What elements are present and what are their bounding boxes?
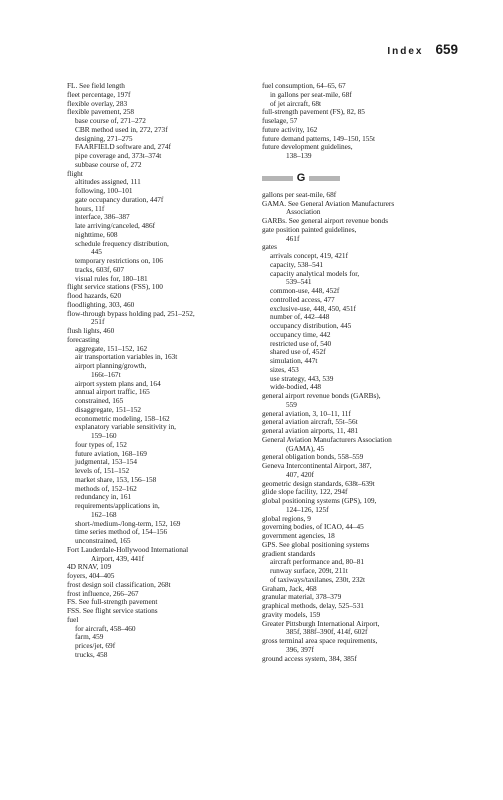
index-entry-continuation: 159–160 xyxy=(91,431,117,440)
index-subentry: hours, 11f xyxy=(75,203,105,213)
running-header xyxy=(387,42,458,57)
index-entry: glide slope facility, 122, 294f xyxy=(262,487,348,497)
index-entries-f-continued xyxy=(262,82,462,161)
index-subentry: following, 100–101 xyxy=(75,186,133,195)
index-entries-g xyxy=(262,191,462,664)
running-header-title: Index xyxy=(387,46,424,57)
index-entry-continuation: 445 xyxy=(91,247,102,257)
heading-rule-left xyxy=(262,176,293,181)
index-entry-continuation: 385f, 388f–390f, 414f, 602f xyxy=(286,627,368,637)
index-entry: Greater Pittsburgh International Airport, xyxy=(262,618,380,628)
section-letter: G xyxy=(296,171,306,184)
index-entry-continuation: 461f xyxy=(286,233,300,243)
index-subentry: subbase course of, 272 xyxy=(75,159,142,169)
index-subentry: arrivals concept, 419, 421f xyxy=(270,251,349,260)
section-letter-heading xyxy=(262,173,340,184)
index-subentry: econometric modeling, 158–162 xyxy=(75,413,170,423)
index-entry: floodlighting, 303, 460 xyxy=(67,299,135,309)
index-entry: forecasting xyxy=(67,334,100,344)
index-entry: gate position painted guidelines, xyxy=(262,224,357,234)
index-subentry: number of, 442–448 xyxy=(270,312,330,322)
index-subentry: nighttime, 608 xyxy=(75,229,118,239)
index-entry: fuselage, 57 xyxy=(262,116,298,125)
index-subentry: FAARFIELD software and, 274f xyxy=(75,142,171,152)
index-subentry: constrained, 165 xyxy=(75,396,124,405)
index-entry: future activity, 162 xyxy=(262,124,318,134)
index-entry: flow-through bypass holding pad, 251–252, xyxy=(67,308,195,318)
index-subentry: disaggregate, 151–152 xyxy=(75,404,142,414)
index-entry-continuation: Association xyxy=(286,207,321,217)
index-entry: gravity models, 159 xyxy=(262,609,321,619)
index-subentry: controlled access, 477 xyxy=(270,294,335,304)
index-subentry: unconstrained, 165 xyxy=(75,536,131,545)
index-entry: fleet percentage, 197f xyxy=(67,89,131,99)
index-subentry: base course of, 271–272 xyxy=(75,116,146,125)
index-subentry: farm, 459 xyxy=(75,632,104,642)
index-entry: Geneva Intercontinental Airport, 387, xyxy=(262,461,372,470)
index-subentry: redundancy in, 161 xyxy=(75,492,132,502)
index-subentry: methods of, 152–162 xyxy=(75,483,137,493)
index-entry: 4D RNAV, 109 xyxy=(67,562,112,572)
index-entry: geometric design standards, 638t–639t xyxy=(262,478,375,488)
index-entry-continuation: 559 xyxy=(286,399,297,409)
index-entry: Graham, Jack, 468 xyxy=(262,583,317,593)
index-subentry: pipe coverage and, 373t–374t xyxy=(75,151,162,160)
index-entry: general airport revenue bonds (GARBs), xyxy=(262,391,381,400)
index-subentry: aggregate, 151–152, 162 xyxy=(75,343,148,353)
index-subentry: explanatory variable sensitivity in, xyxy=(75,422,176,432)
index-entry: general obligation bonds, 558–559 xyxy=(262,452,364,462)
index-subentry: short-/medium-/long-term, 152, 169 xyxy=(75,518,181,528)
index-subentry: tracks, 603f, 607 xyxy=(75,264,125,274)
index-subentry: requirements/applications in, xyxy=(75,501,160,510)
index-entry: FL. See field length xyxy=(67,81,125,90)
index-entry: gradient standards xyxy=(262,548,316,558)
index-subentry: aircraft performance and, 80–81 xyxy=(270,557,365,567)
index-entry: gates xyxy=(262,242,277,252)
index-subentry: gate occupancy duration, 447f xyxy=(75,194,164,204)
index-subentry: exclusive-use, 448, 450, 451f xyxy=(270,303,356,313)
index-entry: ground access system, 384, 385f xyxy=(262,653,357,663)
index-subentry: shared use of, 452f xyxy=(270,347,326,357)
index-entry: global regions, 9 xyxy=(262,513,311,523)
index-subentry: CBR method used in, 272, 273f xyxy=(75,124,168,134)
index-entry: Fort Lauderdale-Hollywood International xyxy=(67,544,189,554)
index-subentry: designing, 271–275 xyxy=(75,133,133,143)
index-entry: foyers, 404–405 xyxy=(67,571,115,580)
index-entry: gross terminal area space requirements, xyxy=(262,636,378,645)
index-entry-continuation: 539–541 xyxy=(286,277,312,287)
index-entry-continuation: Airport, 439, 441f xyxy=(91,553,145,563)
index-subentry: future aviation, 168–169 xyxy=(75,448,147,458)
index-subentry: market share, 153, 156–158 xyxy=(75,474,157,484)
index-entry-continuation: 124–126, 125f xyxy=(286,504,329,514)
index-subentry: altitudes assigned, 111 xyxy=(75,177,141,187)
index-entry: FSS. See flight service stations xyxy=(67,606,158,615)
index-entry: fuel xyxy=(67,614,79,624)
index-entry: flight xyxy=(67,168,83,178)
index-entry: general aviation airports, 11, 481 xyxy=(262,426,359,435)
index-entry-continuation: 251f xyxy=(91,317,105,327)
index-entry: frost influence, 266–267 xyxy=(67,588,139,598)
index-subentry: occupancy distribution, 445 xyxy=(270,321,352,330)
index-entry: government agencies, 18 xyxy=(262,531,335,540)
index-subentry: in gallons per seat-mile, 68f xyxy=(270,89,352,99)
index-entry: gallons per seat-mile, 68f xyxy=(262,189,337,199)
index-column-right xyxy=(262,82,462,663)
index-entry-continuation: 138–139 xyxy=(286,151,312,160)
index-entry: flush lights, 460 xyxy=(67,326,115,335)
index-entry: graphical methods, delay, 525–531 xyxy=(262,601,364,610)
index-entry: governing bodies, of ICAO, 44–45 xyxy=(262,522,364,532)
index-entry-continuation: 162–168 xyxy=(91,509,117,519)
index-subentry: use strategy, 443, 539 xyxy=(270,373,334,383)
index-entry: general aviation aircraft, 55t–56t xyxy=(262,417,358,427)
index-subentry: interface, 386–387 xyxy=(75,212,130,222)
index-subentry: for aircraft, 458–460 xyxy=(75,623,136,633)
index-entry: flight service stations (FSS), 100 xyxy=(67,282,163,292)
index-subentry: simulation, 447t xyxy=(270,356,318,365)
index-entry-continuation: (GAMA), 45 xyxy=(286,443,325,453)
index-subentry: visual rules for, 180–181 xyxy=(75,273,148,283)
index-column-left xyxy=(67,82,242,660)
index-subentry: of jet aircraft, 68t xyxy=(270,98,322,108)
index-entry-continuation: 407, 420f xyxy=(286,469,314,479)
index-entry: GARBs. See general airport revenue bonds xyxy=(262,216,389,225)
page-number: 659 xyxy=(435,42,458,57)
index-subentry: temporary restrictions on, 106 xyxy=(75,256,163,265)
index-entry: global positioning systems (GPS), 109, xyxy=(262,496,377,505)
index-entry: flexible overlay, 283 xyxy=(67,98,128,108)
index-entry: FS. See full-strength pavement xyxy=(67,597,158,607)
index-subentry: capacity, 538–541 xyxy=(270,259,324,269)
index-subentry: air transportation variables in, 163t xyxy=(75,352,178,362)
index-subentry: trucks, 458 xyxy=(75,649,108,659)
index-entry: flexible pavement, 258 xyxy=(67,107,135,117)
index-subentry: four types of, 152 xyxy=(75,439,127,449)
index-entry: GAMA. See General Aviation Manufacturers xyxy=(262,198,395,208)
index-subentry: runway surface, 209t, 211t xyxy=(270,566,348,575)
index-subentry: time series method of, 154–156 xyxy=(75,527,168,537)
index-entry-continuation: 396, 397f xyxy=(286,644,314,654)
index-entry: GPS. See global positioning systems xyxy=(262,539,370,549)
index-entry: full-strength pavement (FS), 82, 85 xyxy=(262,107,365,117)
index-entry: future development guidelines, xyxy=(262,142,353,152)
index-entry-continuation: 166t–167t xyxy=(91,369,121,379)
index-entry: frost design soil classification, 268t xyxy=(67,579,171,589)
heading-rule-right xyxy=(309,176,340,181)
index-subentry: occupancy time, 442 xyxy=(270,329,331,339)
index-entry: fuel consumption, 64–65, 67 xyxy=(262,81,346,90)
index-subentry: levels of, 151–152 xyxy=(75,466,130,475)
index-subentry: judgmental, 153–154 xyxy=(75,457,138,467)
index-subentry: capacity analytical models for, xyxy=(270,268,360,278)
index-subentry: restricted use of, 540 xyxy=(270,338,332,348)
index-entry: future demand patterns, 149–150, 155t xyxy=(262,133,376,143)
index-subentry: late arriving/canceled, 486f xyxy=(75,221,156,230)
index-subentry: annual airport traffic, 165 xyxy=(75,387,150,397)
index-subentry: prices/jet, 69f xyxy=(75,641,116,650)
index-entry: General Aviation Manufacturers Association xyxy=(262,434,392,444)
index-subentry: airport system plans and, 164 xyxy=(75,378,161,388)
index-subentry: sizes, 453 xyxy=(270,364,299,374)
index-entry: general aviation, 3, 10–11, 11f xyxy=(262,408,351,418)
index-subentry: common-use, 448, 452f xyxy=(270,286,340,295)
index-subentry: wide-bodied, 448 xyxy=(270,382,322,392)
index-subentry: of taxiways/taxilanes, 230t, 232t xyxy=(270,574,366,584)
index-subentry: schedule frequency distribution, xyxy=(75,238,169,248)
index-entry: flood hazards, 620 xyxy=(67,291,122,300)
index-entry: granular material, 378–379 xyxy=(262,592,342,602)
index-subentry: airport planning/growth, xyxy=(75,361,147,370)
